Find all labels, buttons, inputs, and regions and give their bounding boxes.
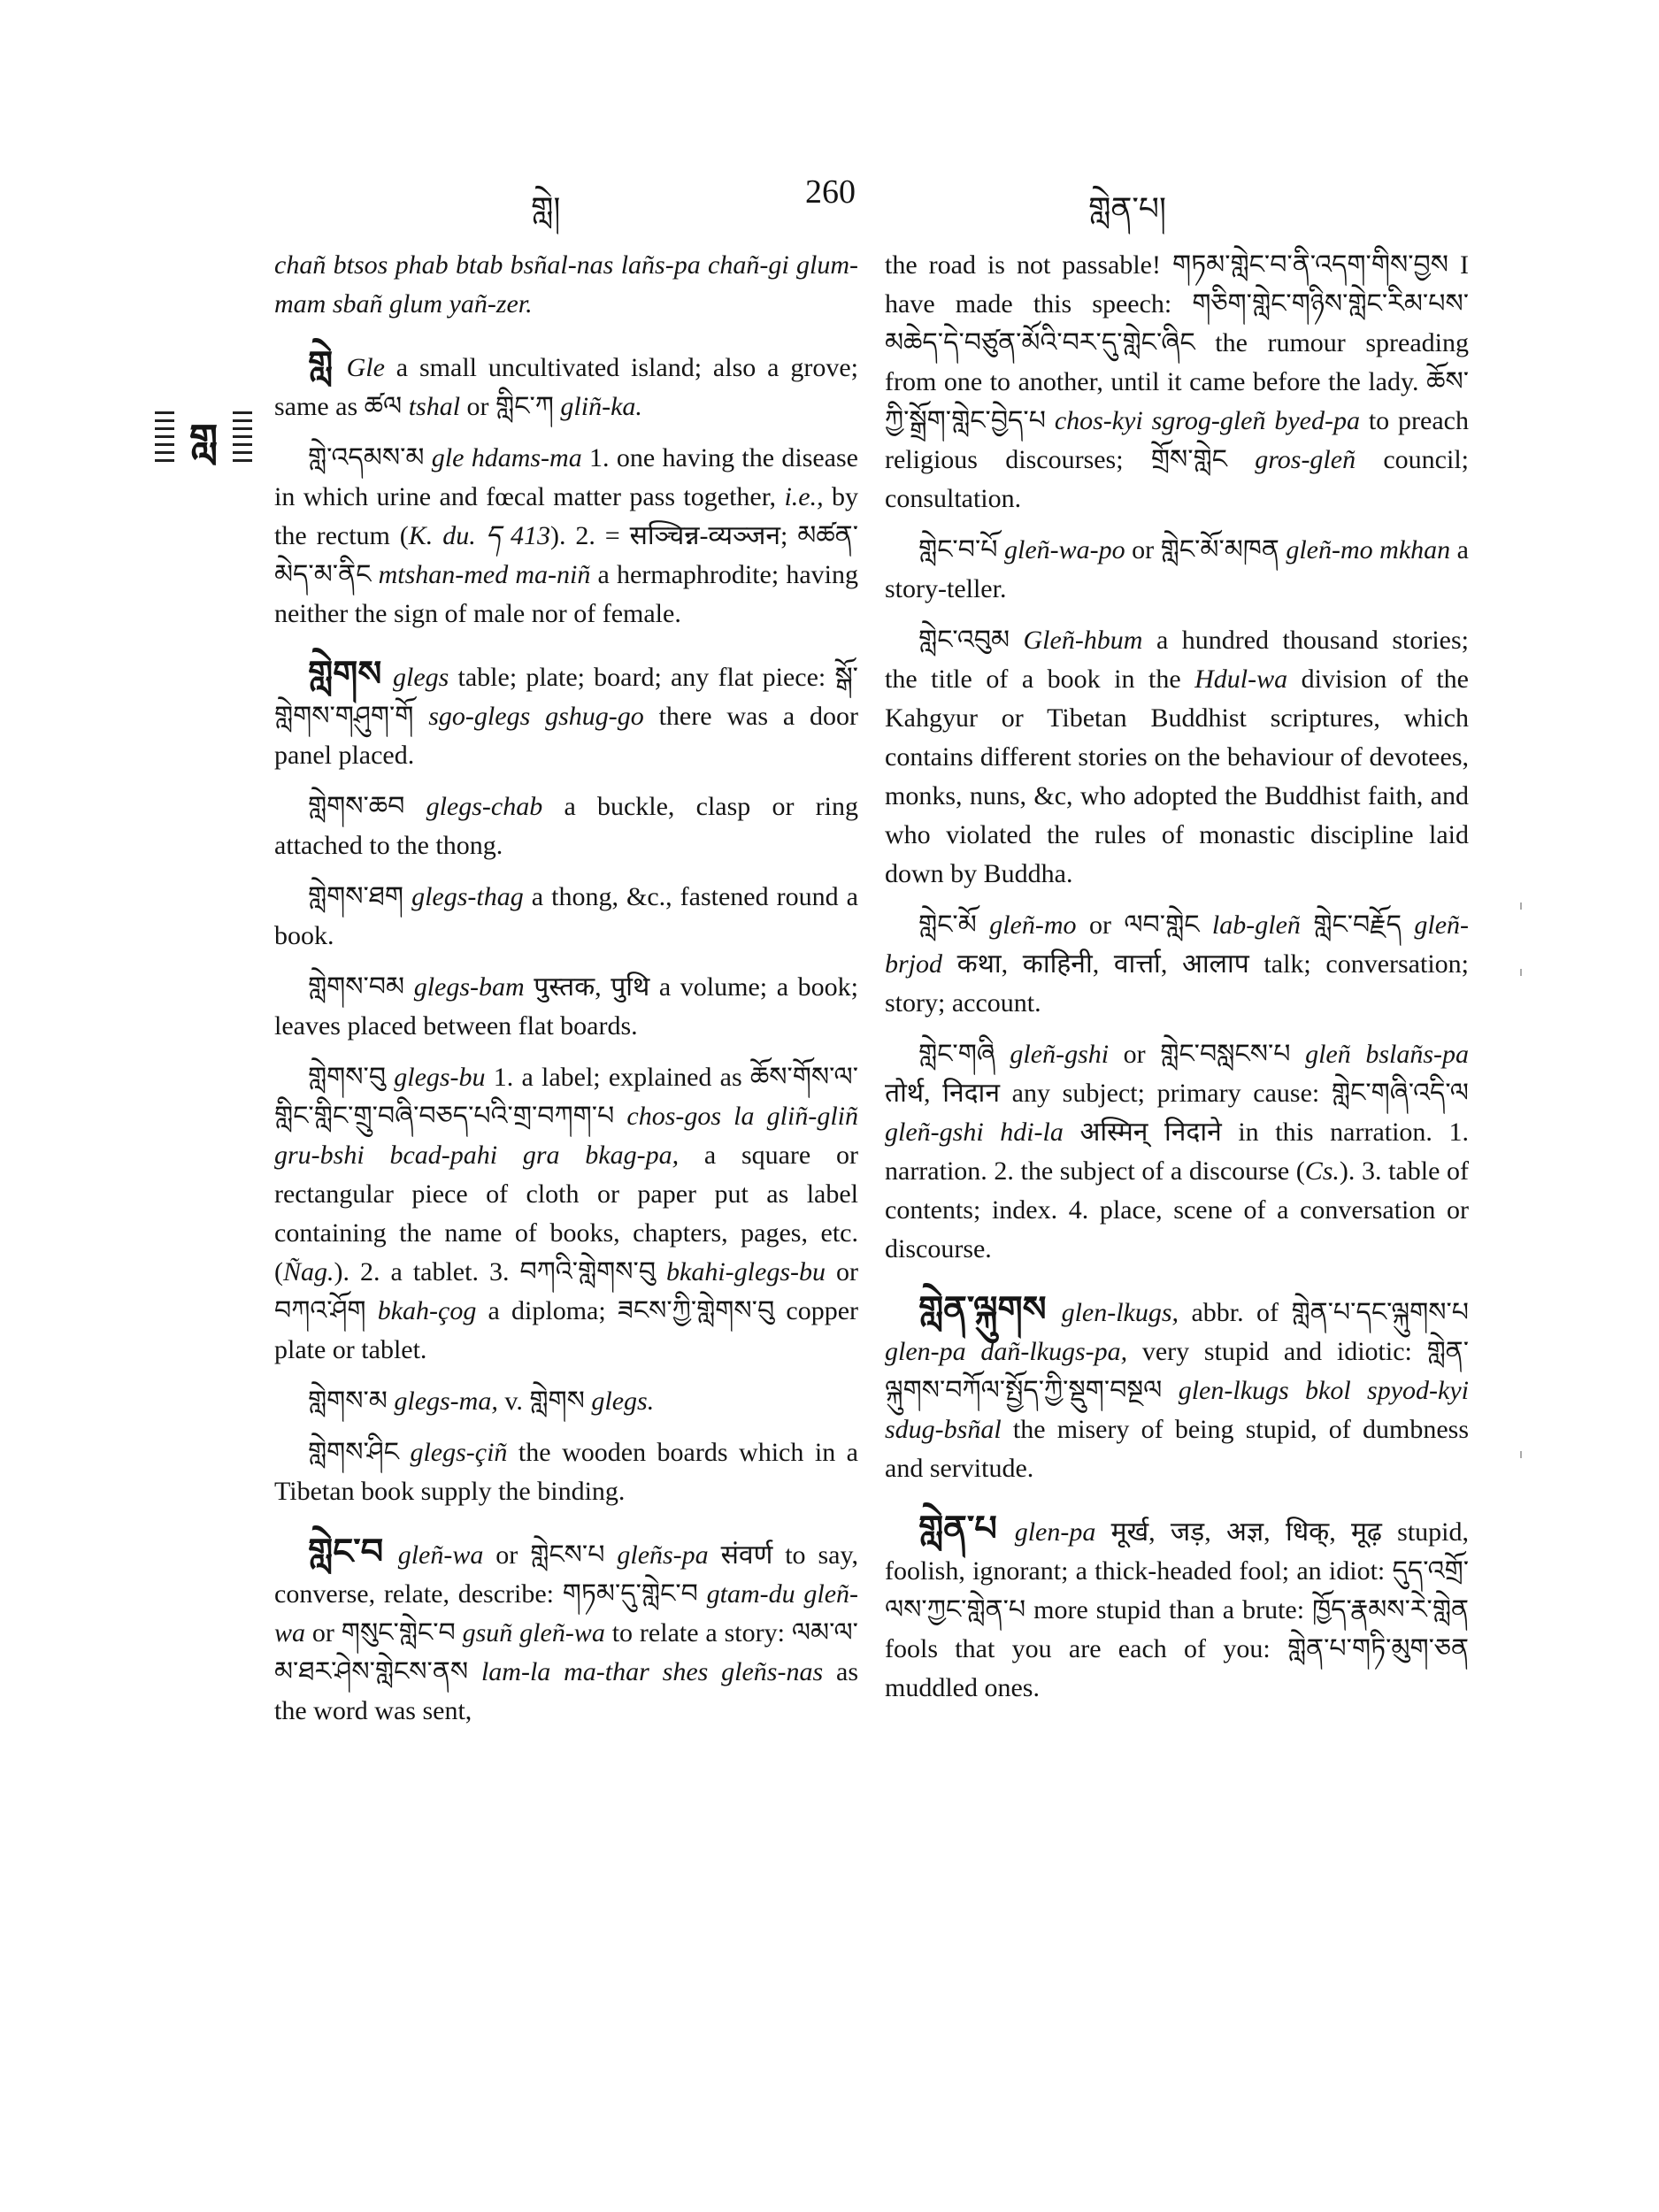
transliteration: glen-lkugs,: [1061, 1298, 1179, 1327]
entry-text: གཏམ་གླེང་བ་ནི་འདག་གིས་བྱས: [1171, 250, 1461, 280]
dictionary-entry: [885, 246, 1469, 518]
entry-text: or: [305, 1618, 342, 1647]
dictionary-entry: [274, 968, 858, 1046]
dictionary-entry: [274, 345, 858, 426]
entry-text: ཚལ: [364, 392, 409, 421]
entry-text: division of the Kahgyur or Tibetan Buddhist scriptures, which contains different stories on the behaviour of devotees, monks, nuns, &c, who adopted the Buddhist faith, and who violated the rules of monastic discipline laid down by Buddha.: [885, 664, 1469, 888]
thumb-index-rule-right: [233, 411, 252, 466]
dictionary-entry: [274, 439, 858, 634]
transliteration: i.e.,: [784, 482, 824, 511]
transliteration: gleñ-mo: [989, 910, 1077, 940]
dictionary-entry: [274, 1433, 858, 1511]
transliteration: glegs-thag: [411, 882, 524, 911]
transliteration: glegs-çiñ: [410, 1438, 508, 1467]
transliteration: glen-pa dañ-lkugs-pa,: [885, 1337, 1128, 1366]
entry-text: གྲོས་གླེང: [1150, 445, 1256, 474]
entry-text: a square or rectangular piece of cloth or paper put as label containing the name of books, chapters, pages, etc. (: [274, 1141, 858, 1286]
thumb-index-rule-left: [155, 411, 174, 466]
entry-text: གླེན་པ་གཏི་མུག་ཅན: [1287, 1634, 1469, 1663]
dictionary-entry: [274, 1532, 858, 1731]
transliteration: glegs: [393, 663, 449, 692]
headword: གླེགས: [308, 654, 394, 694]
entry-text: to preach religious discourses;: [885, 406, 1469, 474]
entry-text: कथा, काहिनी, वार्त्ता, आलाप talk; conversation; story; account.: [885, 949, 1469, 1018]
headword: གླེ: [308, 344, 347, 384]
entry-text: table; plate; board; any flat piece:: [449, 663, 835, 692]
entry-text: [1301, 910, 1313, 940]
dictionary-entry: [885, 531, 1469, 609]
entry-text: གླེགས་བུ: [308, 1063, 395, 1092]
entry-text: or: [1076, 910, 1125, 940]
page-header: [265, 173, 1469, 226]
transliteration: gros-gleñ: [1255, 445, 1356, 474]
entry-text: གླེགས་ཐག: [308, 882, 412, 911]
transliteration: gleñ-brjod: [885, 910, 1470, 979]
entry-text: अस्मिन् निदाने in this narration. 1. narration. 2. the subject of a discourse (: [885, 1118, 1469, 1186]
transliteration: bkah-çog: [377, 1296, 477, 1325]
margin-mark: [1520, 969, 1522, 976]
entry-text: there was a door panel placed.: [274, 702, 859, 770]
dictionary-entry: [274, 246, 858, 324]
entry-text: a diploma;: [476, 1296, 618, 1325]
transliteration: K. du.: [408, 521, 476, 550]
dictionary-entry: [885, 906, 1469, 1023]
entry-text: གླེང་གཞི་འདི་ལ: [1331, 1079, 1469, 1108]
entry-text: གླེང་མོ་མཁན: [1160, 535, 1286, 565]
entry-text: a story-teller.: [885, 535, 1469, 603]
right-column: [885, 246, 1469, 1720]
entry-text: གླེང་བརྗོད: [1313, 910, 1415, 940]
transliteration: mtshan-med ma-niñ: [378, 560, 591, 589]
transliteration: gleñ-mo mkhan: [1286, 535, 1451, 565]
entry-text: གླེང་འབུམ: [918, 626, 1024, 655]
entry-text: the misery of being stupid, of dumbness and servitude.: [885, 1415, 1469, 1483]
transliteration: Gle: [346, 353, 385, 382]
entry-text: 1. a label; explained as: [485, 1063, 750, 1092]
entry-text: གླེང་བ་པོ: [918, 535, 1005, 565]
entry-text: copper plate or tablet.: [274, 1296, 858, 1364]
entry-text: གླིང་ཀ: [495, 392, 561, 421]
entry-text: ལམ་ལ་མ་ཐར་ཤེས་གླེངས་ནས: [274, 1618, 858, 1686]
dictionary-entry: [885, 1509, 1469, 1708]
entry-text: གླེང་བསླངས་པ: [1160, 1040, 1306, 1069]
entry-text: ). 2. a tablet. 3.: [334, 1257, 520, 1286]
transliteration: sgo-glegs gshug-go: [428, 702, 644, 731]
transliteration: tshal: [408, 392, 461, 421]
entry-text: གླེན་ལྐུགས་བཀོལ་སྤྱོད་ཀྱི་སྡུག་བསྔལ: [885, 1337, 1469, 1405]
entry-text: ). 3. table of contents; index. 4. place, scene of a conversation or discourse.: [885, 1156, 1470, 1263]
transliteration: gleñ bslañs-pa: [1305, 1040, 1469, 1069]
entry-text: ཁྱོད་རྣམས་རེ་གླེན: [1312, 1595, 1469, 1624]
margin-mark: [1520, 1451, 1522, 1458]
entry-text: fools that you are each of you:: [885, 1634, 1287, 1663]
entry-text: or: [460, 392, 496, 421]
entry-text: a hermaphrodite; having neither the sign of male nor of female.: [274, 560, 858, 628]
header-left-guideword: གླེ།: [531, 191, 561, 227]
entry-text: བཀའ་ཤོག: [274, 1296, 378, 1325]
dictionary-entry: [885, 1290, 1469, 1488]
entry-text: ཟངས་ཀྱི་གླེགས་བུ: [617, 1296, 787, 1325]
dictionary-entry: [274, 655, 858, 775]
entry-text: [476, 521, 486, 550]
transliteration: lab-gleñ: [1211, 910, 1301, 940]
transliteration: gleñ-gshi hdi-la: [885, 1118, 1064, 1147]
entry-text: གླེགས་མ: [308, 1386, 395, 1416]
entry-text: གཅིག་གླེང་གཉིས་གླེང་རིམ་པས་མཆེད་དེ་བཙུན་མོའི་བར་དུ་གླེང་ཞིང: [885, 289, 1469, 357]
entry-text: གཏམ་དུ་གླེང་བ: [562, 1579, 707, 1609]
entry-text: གླེངས་པ: [530, 1540, 618, 1570]
entry-text: to relate a story:: [604, 1618, 792, 1647]
entry-text: or: [1109, 1040, 1161, 1069]
entry-text: council; consultation.: [885, 445, 1469, 513]
entry-text: མཚན་མེད་མ་ནིང: [274, 521, 858, 589]
thumb-index-tab: [155, 411, 252, 466]
entry-text: ཆོས་ཀྱི་སྒྲོག་གླེང་བྱེད་པ: [885, 367, 1469, 435]
entry-text: संवर्ण to say, converse, relate, describe:: [274, 1540, 858, 1609]
transliteration: Cs.: [1304, 1156, 1340, 1186]
transliteration: Hdul-wa: [1194, 664, 1288, 694]
transliteration: gliñ-ka.: [560, 392, 642, 421]
entry-text: पुस्तक, पुथि a volume; a book; leaves placed between flat boards.: [274, 972, 858, 1041]
entry-text: སྒོ་གླེགས་གཤུག་གོ: [274, 663, 858, 731]
entry-text: གླེགས་ཆབ: [308, 792, 426, 821]
transliteration: gsuñ gleñ-wa: [462, 1618, 605, 1647]
transliteration: bkahi-glegs-bu: [666, 1257, 826, 1286]
entry-text: the rumour spreading from one to another, until it came before the lady.: [885, 328, 1469, 396]
entry-text: I have made this speech:: [885, 250, 1470, 319]
transliteration: glen-lkugs bkol spyod-kyi sdug-bsñal: [885, 1376, 1469, 1444]
entry-text: གླེ་འདམས་མ: [308, 443, 432, 472]
left-column: [274, 246, 858, 1743]
entry-text: གླེང་མོ: [918, 910, 990, 940]
entry-text: abbr. of: [1179, 1298, 1292, 1327]
entry-text: तोर्थ, निदान any subject; primary cause:: [885, 1079, 1332, 1108]
entry-text: a small uncultivated island; also a grove; same as: [274, 353, 858, 421]
entry-text: གསུང་གླེང་བ: [341, 1618, 463, 1647]
entry-text: very stupid and idiotic:: [1127, 1337, 1427, 1366]
entry-text: by the rectum (: [274, 482, 859, 550]
entry-text: more stupid than a brute:: [1033, 1595, 1313, 1624]
entry-text: the road is not passable!: [885, 250, 1172, 280]
transliteration: gtam-du gleñ-wa: [274, 1579, 858, 1647]
dictionary-entry: [274, 1058, 858, 1370]
entry-text: གླེགས་ཤིང: [308, 1438, 411, 1467]
page-number: 260: [805, 173, 856, 211]
entry-text: muddled ones.: [885, 1673, 1040, 1702]
transliteration: gle hdams-ma: [431, 443, 582, 472]
header-right-guideword: གླེན་པ།: [1088, 191, 1166, 227]
entry-text: གླེང་གཞི: [918, 1040, 1010, 1069]
entry-text: or: [483, 1540, 531, 1570]
transliteration: lam-la ma-thar shes gleñs-nas: [480, 1657, 824, 1686]
transliteration: gleñs-pa: [617, 1540, 709, 1570]
entry-text: a buckle, clasp or ring attached to the thong.: [274, 792, 858, 860]
transliteration: glegs-bu: [394, 1063, 486, 1092]
entry-text: ཆོས་གོས་ལ་གླིང་གླིང་གྲུ་བཞི་བཅད་པའི་གྲ་བཀག་པ: [274, 1063, 858, 1131]
transliteration: gleñ-wa: [397, 1540, 484, 1570]
transliteration: glegs-bam: [413, 972, 525, 1002]
entry-text: or: [1125, 535, 1161, 565]
transliteration: glegs.: [591, 1386, 655, 1416]
dictionary-entry: [274, 1382, 858, 1421]
headword: གླེན་ལྐུགས: [918, 1289, 1062, 1329]
transliteration: chos-kyi sgrog-gleñ byed-pa: [1054, 406, 1360, 435]
headword: གླེང་བ: [308, 1532, 398, 1571]
entry-text: གླེགས་བམ: [308, 972, 414, 1002]
transliteration: gleñ-gshi: [1010, 1040, 1110, 1069]
entry-text: or: [826, 1257, 858, 1286]
entry-text: ལབ་གླེང: [1124, 910, 1212, 940]
entry-text: ). 2. = सञ्चिन्न-व्यञ्जन;: [549, 521, 798, 550]
transliteration: ད 413: [485, 521, 550, 550]
transliteration: Gleñ-hbum: [1023, 626, 1143, 655]
entry-text: as the word was sent,: [274, 1657, 858, 1725]
margin-mark: [1520, 902, 1522, 910]
entry-text: བཀའི་གླེགས་བུ: [519, 1257, 667, 1286]
dictionary-entry: [885, 621, 1469, 894]
dictionary-entry: [274, 878, 858, 956]
entry-text: གླེན་པ་དང་ལྐུགས་པ: [1291, 1298, 1470, 1327]
thumb-index-glyph: གླ: [188, 415, 219, 463]
transliteration: chañ btsos phab btab bsñal-nas lañs-pa chañ-gi glum-mam sbañ glum yañ-zer.: [274, 250, 858, 319]
dictionary-entry: [274, 787, 858, 865]
headword: གླེན་པ: [918, 1509, 1015, 1548]
dictionary-entry: [885, 1035, 1469, 1269]
entry-text: a hundred thousand stories; the title of a book in the: [885, 626, 1469, 694]
entry-text: v.: [497, 1386, 530, 1416]
entry-text: གླེགས: [529, 1386, 592, 1416]
transliteration: gleñ-wa-po: [1004, 535, 1125, 565]
transliteration: glegs-chab: [426, 792, 543, 821]
transliteration: glen-pa: [1014, 1517, 1096, 1547]
entry-text: 1. one having the disease in which urine and fœcal matter pass together,: [274, 443, 858, 511]
entry-text: the wooden boards which in a Tibetan book supply the binding.: [274, 1438, 859, 1506]
transliteration: Ñag.: [283, 1257, 334, 1286]
transliteration: chos-gos la gliñ-gliñ gru-bshi bcad-pahi gra bkag-pa,: [274, 1102, 858, 1170]
entry-text: a thong, &c., fastened round a book.: [274, 882, 859, 950]
transliteration: glegs-ma,: [394, 1386, 498, 1416]
entry-text: मूर्ख, जड़, अज्ञ, धिक्, मूढ़ stupid, foolish, ignorant; a thick-headed fool; an idiot:: [885, 1517, 1469, 1586]
entry-text: དུད་འགྲོ་ལས་ཀྱང་གླེན་པ: [885, 1556, 1469, 1624]
